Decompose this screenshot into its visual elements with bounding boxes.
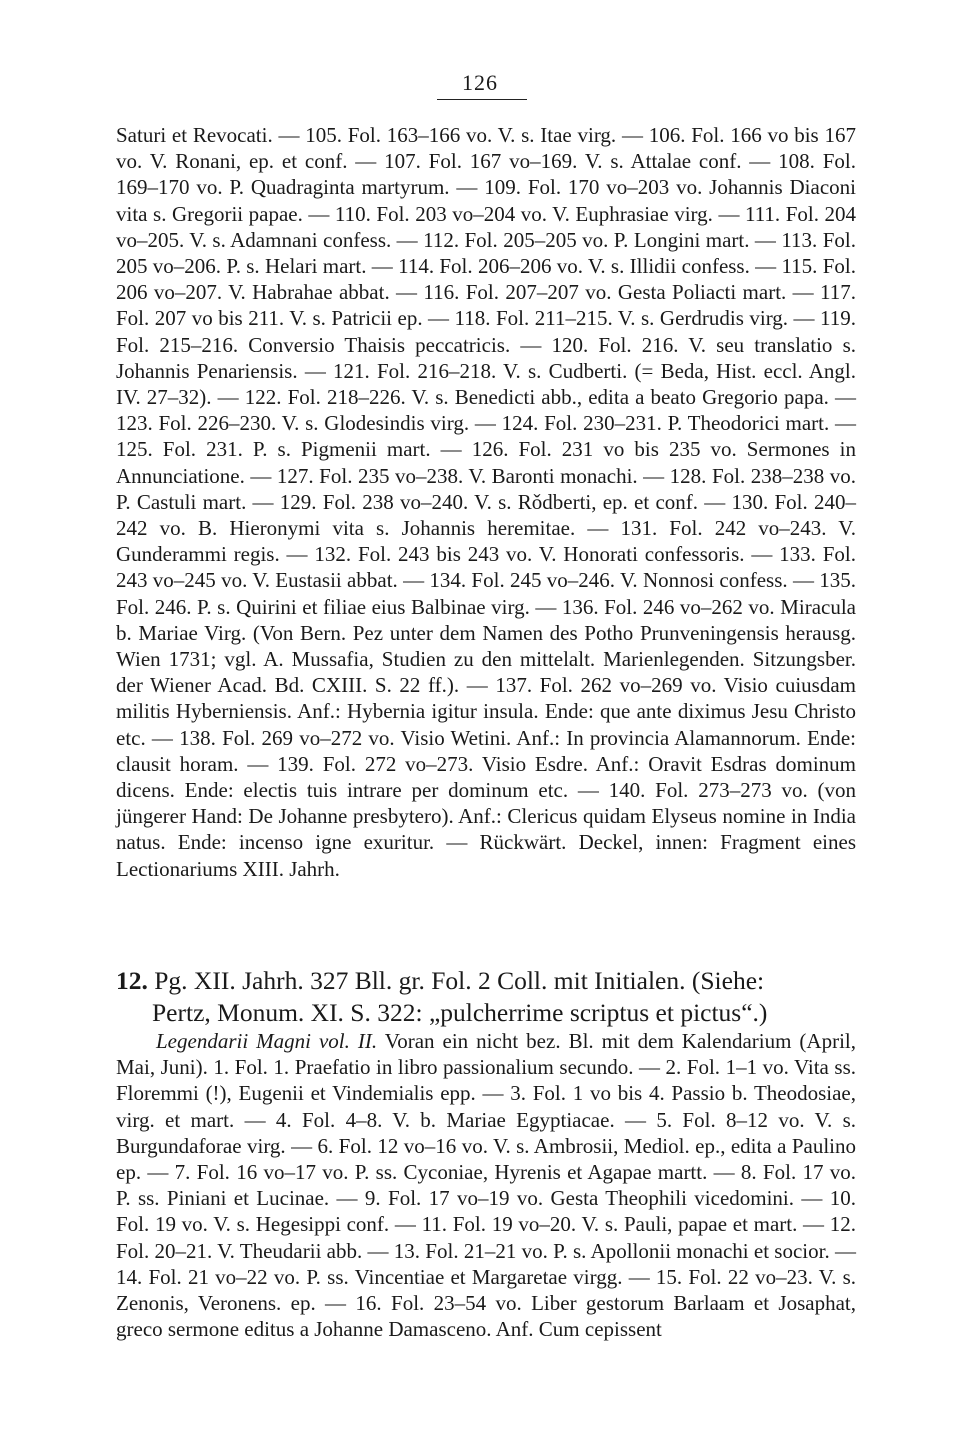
manuscript-heading — [116, 965, 856, 1029]
entries-paragraph — [116, 122, 856, 882]
manuscript-description — [116, 1028, 856, 1342]
legendarium-title: Legendarii Magni vol. II. — [156, 1029, 378, 1053]
manuscript-description-paragraph — [116, 1028, 856, 1342]
manuscript-number: 12. — [116, 966, 148, 995]
entries-text: Saturi et Revocati. — 105. Fol. 163–166 vo. V. s. Itae virg. — 106. Fol. 166 vo bis 167 vo. V. Ronani, ep. et conf. — 107. Fol. 167 vo–169. V. s. Attalae conf. — 108. Fol. 169–170 vo. P. Quadraginta martyrum. — 109. Fol. 170 vo–203 vo. Johannis Diaconi vita s. Gregorii papae. — 110. Fol. 203 vo–204 vo. V. Euphrasiae virg. — 111. Fol. 204 vo–205. V. s. Adamnani confess. — 112. Fol. 205–205 vo. P. Longini mart. — 113. Fol. 205 vo–206. P. s. Helari mart. — 114. Fol. 206–206 vo. V. s. Illidii confess. — 115. Fol. 206 vo–207. V. Habrahae abbat. — 116. Fol. 207–207 vo. Gesta Poliacti mart. — 117. Fol. 207 vo bis 211. V. s. Patricii ep. — 118. Fol. 211–215. V. s. Gerdrudis virg. — 119. Fol. 215–216. Conversio Thaisis peccatricis. — 120. Fol. 216. V. seu translatio s. Johannis Penariensis. — 121. Fol. 216–218. V. s. Cudberti. (= Beda, Hist. eccl. Angl. IV. 27–32). — 122. Fol. 218–226. V. s. Benedicti abb., edita a beato Gregorio papa. — 123. Fol. 226–230. V. s. Glodesindis virg. — 124. Fol. 230–231. P. Theodorici mart. — 125. Fol. 231. P. s. Pigmenii mart. — 126. Fol. 231 vo bis 235 vo. Sermones in Annunciatione. — 127. Fol. 235 vo–238. V. Baronti monachi. — 128. Fol. 238–238 vo. P. Castuli mart. — 129. Fol. 238 vo–240. V. s. Rǒdberti, ep. et conf. — 130. Fol. 240–242 vo. B. Hieronymi vita s. Johannis heremitae. — 131. Fol. 242 vo–243. V. Gunderammi regis. — 132. Fol. 243 bis 243 vo. V. Honorati confessoris. — 133. Fol. 243 vo–245 vo. V. Eustasii abbat. — 134. Fol. 245 vo–246. V. Nonnosi confess. — 135. Fol. 246. P. s. Quirini et filiae eius Balbinae virg. — 136. Fol. 246 vo–262 vo. Miracula b. Mariae Virg. (Von Bern. Pez unter dem Namen des Potho Prunveningensis herausg. Wien 1731; vgl. A. Mussafia, Studien zu den mittelalt. Marienlegenden. Sitzungsber. der Wiener Acad. Bd. CXIII. S. 22 ff.). — 137. Fol. 262 vo–269 vo. Visio cuiusdam militis Hyberniensis. Anf.: Hybernia igitur insula. Ende: que ante diximus Jesu Christo etc. — 138. Fol. 269 vo–272 vo. Visio Wetini. Anf.: In provincia Alamannorum. Ende: clausit horam. — 139. Fol. 272 vo–273. Visio Esdre. Anf.: Oravit Esdras dominum dicens. Ende: electis tuis intrare per dominum etc. — 140. Fol. 273–273 vo. (von jüngerer Hand: De Johanne presbytero). Anf.: Clericus quidam Elyseus nomine in India natus. Ende: incenso igne exuritur. — Rückwärt. Deckel, innen: Fragment eines Lectionariums XIII. Jahrh. — [116, 123, 856, 881]
manuscript-heading-line1: Pg. XII. Jahrh. 327 Bll. gr. Fol. 2 Coll. mit Initialen. (Siehe: — [154, 966, 765, 995]
page-number: 126 — [462, 70, 498, 95]
manuscript-description-text: Voran ein nicht bez. Bl. mit dem Kalendarium (April, Mai, Juni). 1. Fol. 1. Praefatio in libro passionalium secundo. — 2. Fol. 1–1 vo. Vita ss. Floremmi (!), Eugenii et Vindemialis epp. — 3. Fol. 1 vo bis 4. Passio b. Theodosiae, virg. et mart. — 4. Fol. 4–8. V. b. Mariae Egyptiacae. — 5. Fol. 8–12 vo. V. s. Burgundaforae virg. — 6. Fol. 12 vo–16 vo. V. s. Ambrosii, Mediol. ep., edita a Paulino ep. — 7. Fol. 16 vo–17 vo. P. ss. Cyconiae, Hyrenis et Agapae martt. — 8. Fol. 17 vo. P. ss. Piniani et Lucinae. — 9. Fol. 17 vo–19 vo. Gesta Theophili vicedomini. — 10. Fol. 19 vo. V. s. Hegesippi conf. — 11. Fol. 19 vo–20. V. s. Pauli, papae et mart. — 12. Fol. 20–21. V. Theudarii abb. — 13. Fol. 21–21 vo. P. s. Apollonii monachi et socior. — 14. Fol. 21 vo–22 vo. P. ss. Vincentiae et Margaretae virgg. — 15. Fol. 22 vo–23. V. s. Zenonis, Veronens. ep. — 16. Fol. 23–54 vo. Liber gestorum Barlaam et Josaphat, greco sermone editus a Johanne Damasceno. Anf. Cum cepissent — [116, 1029, 857, 1342]
page-number-rule — [437, 99, 527, 100]
manuscript-heading-line2: Pertz, Monum. XI. S. 322: „pulcherrime scriptus et pictus“.) — [152, 998, 768, 1027]
